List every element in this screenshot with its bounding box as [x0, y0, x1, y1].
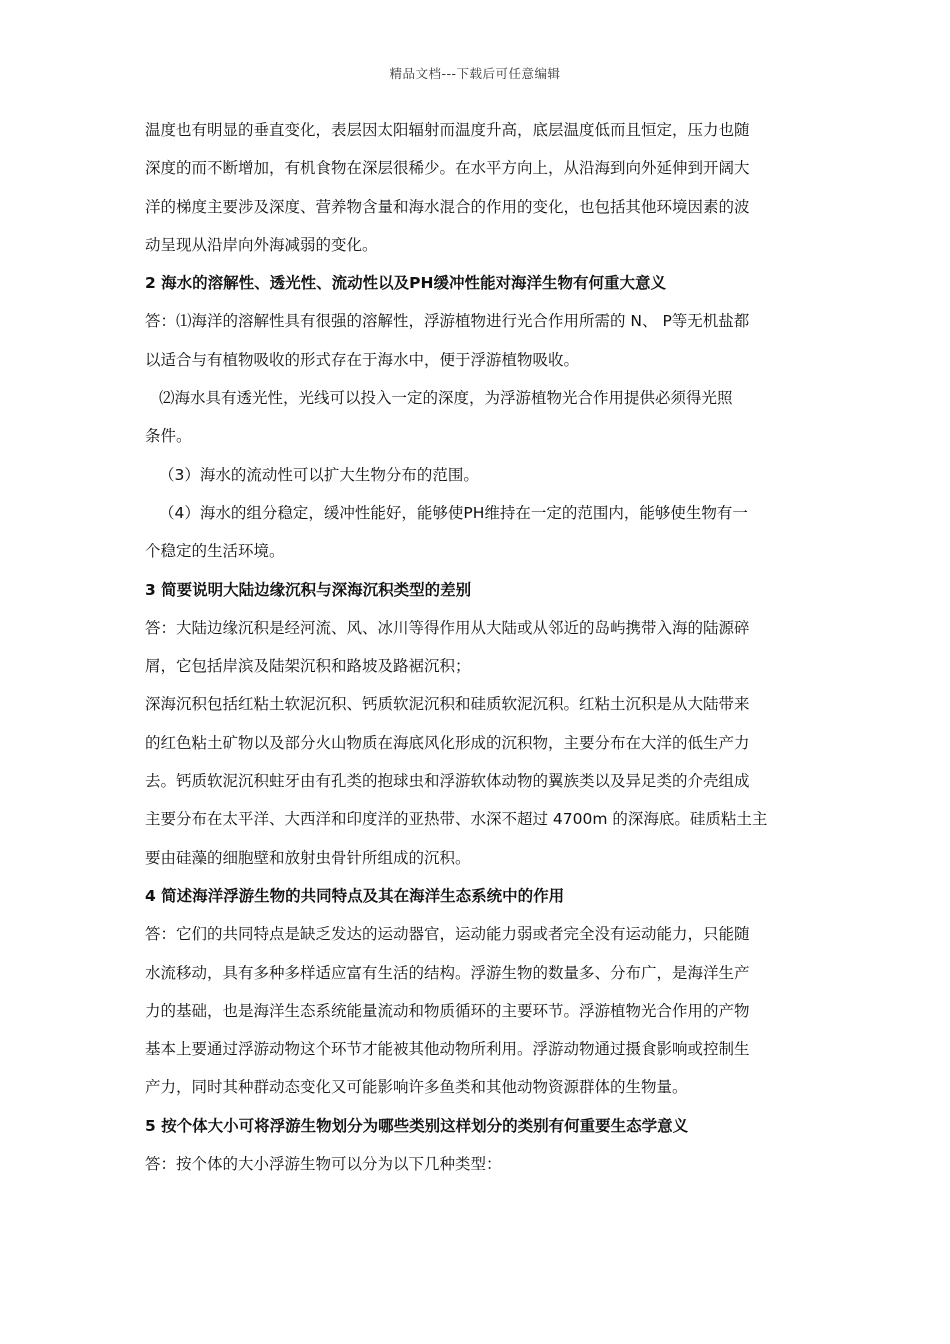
- page-header: 精品文档---下载后可任意编辑: [389, 66, 561, 81]
- body-line: 以适合与有植物吸收的形式存在于海水中，便于浮游植物吸收。: [145, 350, 580, 369]
- body-line: 个稳定的生活环境。: [145, 542, 285, 561]
- body-line: 条件。: [145, 427, 192, 446]
- body-line: 要由硅藻的细胞壁和放射虫骨针所组成的沉积。: [145, 848, 471, 867]
- body-line: 深海沉积包括红粘土软泥沉积、钙质软泥沉积和硅质软泥沉积。红粘土沉积是从大陆带来: [145, 695, 750, 714]
- body-line: 去。钙质软泥沉积蛀牙由有孔类的抱球虫和浮游软体动物的翼族类以及异足类的介壳组成: [145, 772, 750, 791]
- body-line: 答：大陆边缘沉积是经河流、风、冰川等得作用从大陆或从邻近的岛屿携带入海的陆源碎: [145, 618, 750, 637]
- body-line: （4）海水的组分稳定，缓冲性能好，能够使PH维持在一定的范围内，能够使生物有一: [159, 503, 748, 522]
- question-heading: 3 简要说明大陆边缘沉积与深海沉积类型的差别: [145, 580, 472, 599]
- body-line: 主要分布在太平洋、大西洋和印度洋的亚热带、水深不超过 4700m 的深海底。硅质粘土主: [145, 810, 768, 829]
- body-line: 力的基础，也是海洋生态系统能量流动和物质循环的主要环节。浮游植物光合作用的产物: [145, 1001, 750, 1020]
- question-heading: 5 按个体大小可将浮游生物划分为哪些类别这样划分的类别有何重要生态学意义: [145, 1116, 689, 1135]
- body-line: 温度也有明显的垂直变化，表层因太阳辐射而温度升高，底层温度低而且恒定，压力也随: [145, 121, 750, 139]
- body-line: 答：它们的共同特点是缺乏发达的运动器官，运动能力弱或者完全没有运动能力，只能随: [145, 925, 750, 944]
- body-line: 答：⑴海洋的溶解性具有很强的溶解性，浮游植物进行光合作用所需的 N、 P等无机盐都: [145, 312, 750, 331]
- question-heading: 2 海水的溶解性、透光性、流动性以及PH缓冲性能对海洋生物有何重大意义: [145, 274, 667, 293]
- body-line: ⑵海水具有透光性，光线可以投入一定的深度，为浮游植物光合作用提供必须得光照: [159, 389, 733, 408]
- body-line: 基本上要通过浮游动物这个环节才能被其他动物所利用。浮游动物通过摄食影响或控制生: [145, 1040, 750, 1059]
- body-line: 的红色粘土矿物以及部分火山物质在海底风化形成的沉积物，主要分布在大洋的低生产力: [145, 733, 750, 752]
- body-line: 深度的而不断增加，有机食物在深层很稀少。在水平方向上，从沿海到向外延伸到开阔大: [145, 159, 750, 178]
- body-line: 水流移动，具有多种多样适应富有生活的结构。浮游生物的数量多、分布广，是海洋生产: [145, 963, 750, 982]
- body-line: 屑，它包括岸滨及陆架沉积和路坡及路裾沉积；: [145, 657, 471, 676]
- question-heading: 4 简述海洋浮游生物的共同特点及其在海洋生态系统中的作用: [145, 886, 565, 905]
- body-line: （3）海水的流动性可以扩大生物分布的范围。: [159, 465, 479, 484]
- body-line: 答：按个体的大小浮游生物可以分为以下几种类型：: [145, 1155, 502, 1174]
- body-line: 产力，同时其种群动态变化又可能影响许多鱼类和其他动物资源群体的生物量。: [145, 1078, 688, 1097]
- body-line: 洋的梯度主要涉及深度、营养物含量和海水混合的作用的变化，也包括其他环境因素的波: [145, 197, 750, 216]
- document-body: [145, 120, 807, 1192]
- body-line: 动呈现从沿岸向外海减弱的变化。: [145, 235, 378, 254]
